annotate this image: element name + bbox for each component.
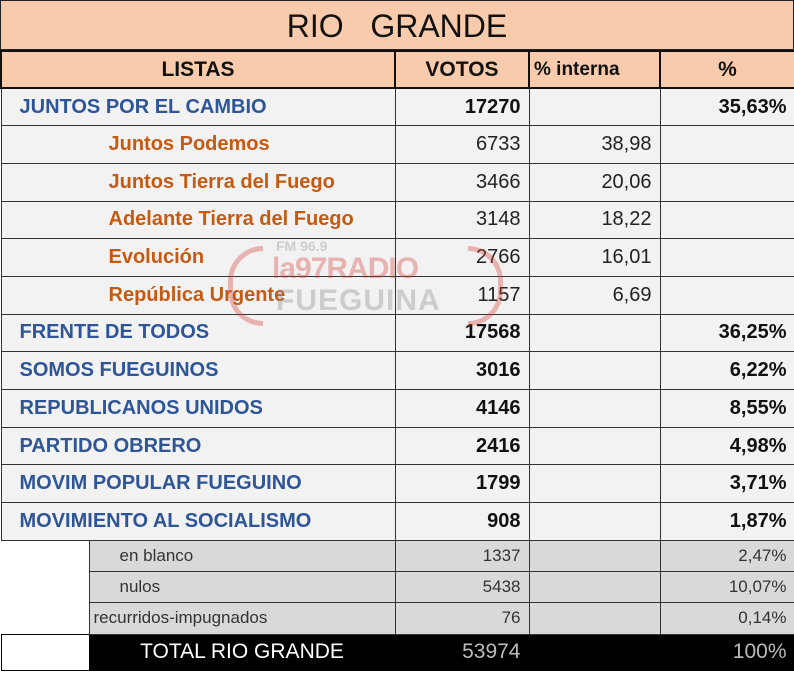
list-votos: 2416: [395, 427, 529, 465]
list-votos: 908: [395, 503, 529, 541]
list-votos: 1157: [395, 276, 529, 314]
misc-empty: [529, 572, 660, 603]
list-pct: 35,63%: [660, 88, 794, 126]
list-pct: 36,25%: [660, 314, 794, 352]
list-votos: 17568: [395, 314, 529, 352]
list-votos: 1799: [395, 465, 529, 503]
list-pct: 6,22%: [660, 352, 794, 390]
list-interna: 38,98: [529, 126, 660, 164]
list-name: JUNTOS POR EL CAMBIO: [1, 88, 395, 126]
table-row: [1, 239, 794, 277]
list-interna: 18,22: [529, 201, 660, 239]
header-row: [1, 51, 794, 88]
misc-votos: 1337: [395, 540, 529, 571]
list-votos: 4146: [395, 390, 529, 428]
table-row: [1, 427, 794, 465]
table-row: [1, 163, 794, 201]
list-pct: [660, 163, 794, 201]
misc-name: en blanco: [89, 540, 395, 571]
list-name: FRENTE DE TODOS: [1, 314, 395, 352]
list-pct: 3,71%: [660, 465, 794, 503]
list-pct: [660, 126, 794, 164]
header-interna: % interna: [529, 51, 660, 88]
results-table: [0, 50, 794, 671]
misc-votos: 5438: [395, 572, 529, 603]
sublist-name: Adelante Tierra del Fuego: [1, 201, 395, 239]
sublist-name: Evolución: [1, 239, 395, 277]
misc-pct: 10,07%: [660, 572, 794, 603]
misc-empty: [529, 540, 660, 571]
list-interna: [529, 314, 660, 352]
spacer-cell: [1, 634, 89, 670]
spacer-cell: [1, 603, 89, 634]
list-interna: [529, 427, 660, 465]
table-row: [1, 540, 794, 571]
table-row: [1, 126, 794, 164]
header-listas: LISTAS: [1, 51, 395, 88]
list-interna: 16,01: [529, 239, 660, 277]
list-votos: 2766: [395, 239, 529, 277]
total-empty: [529, 634, 660, 670]
list-name: SOMOS FUEGUINOS: [1, 352, 395, 390]
misc-name: nulos: [89, 572, 395, 603]
list-interna: [529, 465, 660, 503]
list-name: MOVIM POPULAR FUEGUINO: [1, 465, 395, 503]
list-name: REPUBLICANOS UNIDOS: [1, 390, 395, 428]
misc-votos: 76: [395, 603, 529, 634]
list-interna: [529, 88, 660, 126]
table-row: [1, 572, 794, 603]
total-votos: 53974: [395, 634, 529, 670]
table-row: [1, 465, 794, 503]
sublist-name: República Urgente: [1, 276, 395, 314]
table-row: [1, 88, 794, 126]
table-row: [1, 390, 794, 428]
spacer-cell: [1, 572, 89, 603]
list-name: PARTIDO OBRERO: [1, 427, 395, 465]
list-pct: 4,98%: [660, 427, 794, 465]
list-votos: 17270: [395, 88, 529, 126]
list-name: MOVIMIENTO AL SOCIALISMO: [1, 503, 395, 541]
sublist-name: Juntos Podemos: [1, 126, 395, 164]
watermark-line1: la97RADIO: [272, 252, 419, 285]
list-votos: 3016: [395, 352, 529, 390]
list-votos: 6733: [395, 126, 529, 164]
sublist-name: Juntos Tierra del Fuego: [1, 163, 395, 201]
table-row: [1, 201, 794, 239]
table-row: [1, 276, 794, 314]
misc-empty: [529, 603, 660, 634]
list-interna: 20,06: [529, 163, 660, 201]
list-pct: [660, 239, 794, 277]
list-interna: [529, 352, 660, 390]
header-pct: %: [660, 51, 794, 88]
list-interna: [529, 390, 660, 428]
list-votos: 3148: [395, 201, 529, 239]
spacer-cell: [1, 540, 89, 571]
table-row: [1, 314, 794, 352]
table-row: [1, 352, 794, 390]
table-row: [1, 603, 794, 634]
page-title: RIO GRANDE: [0, 0, 794, 50]
list-votos: 3466: [395, 163, 529, 201]
list-pct: 1,87%: [660, 503, 794, 541]
header-votos: VOTOS: [395, 51, 529, 88]
list-pct: [660, 201, 794, 239]
total-row: [1, 634, 794, 670]
list-interna: [529, 503, 660, 541]
list-interna: 6,69: [529, 276, 660, 314]
total-label: TOTAL RIO GRANDE: [89, 634, 395, 670]
list-pct: [660, 276, 794, 314]
misc-pct: 0,14%: [660, 603, 794, 634]
misc-pct: 2,47%: [660, 540, 794, 571]
list-pct: 8,55%: [660, 390, 794, 428]
watermark-line2: FUEGUINA: [276, 284, 441, 317]
table-row: [1, 503, 794, 541]
watermark-freq: FM 96.9: [276, 238, 328, 254]
misc-name: recurridos-impugnados: [89, 603, 395, 634]
total-pct: 100%: [660, 634, 794, 670]
